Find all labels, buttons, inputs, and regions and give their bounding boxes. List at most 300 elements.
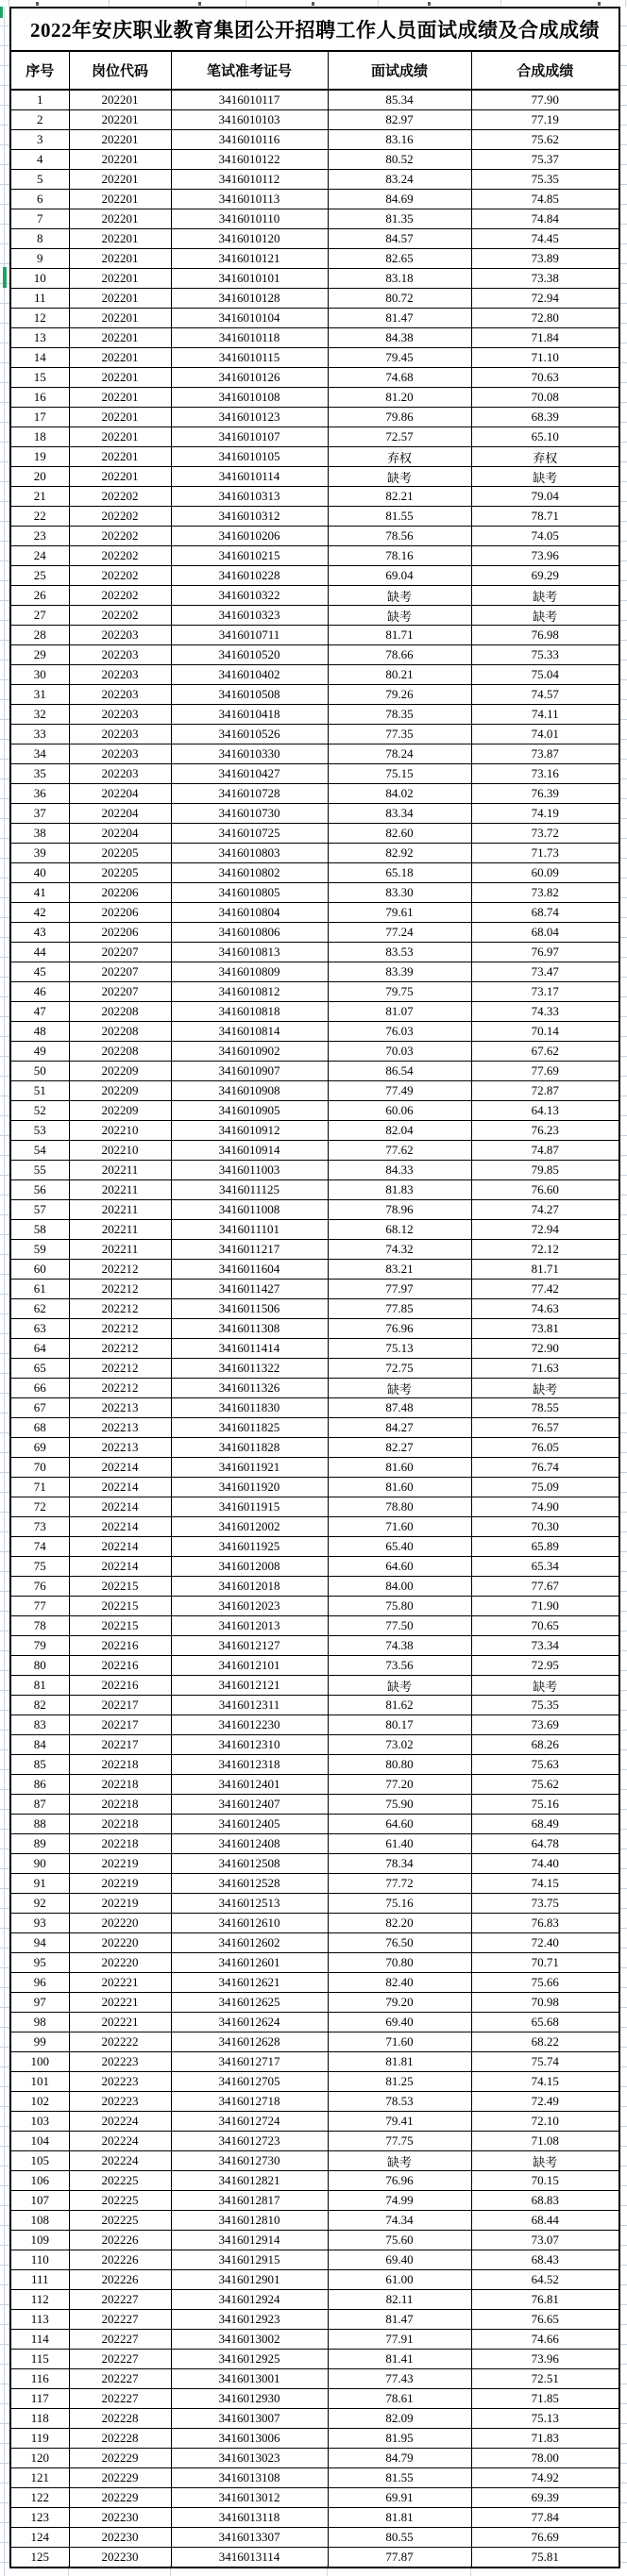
cell-position-code[interactable]: 202215 — [69, 1577, 171, 1597]
cell-seq[interactable]: 94 — [10, 1933, 69, 1953]
cell-interview-score[interactable]: 82.27 — [328, 1438, 471, 1458]
cell-position-code[interactable]: 202221 — [69, 1973, 171, 1993]
cell-seq[interactable]: 41 — [10, 883, 69, 903]
cell-ticket-number[interactable]: 3416010802 — [171, 863, 328, 883]
cell-seq[interactable]: 119 — [10, 2429, 69, 2449]
cell-position-code[interactable]: 202203 — [69, 764, 171, 784]
cell-interview-score[interactable]: 78.61 — [328, 2389, 471, 2409]
cell-interview-score[interactable]: 缺考 — [328, 1676, 471, 1696]
cell-interview-score[interactable]: 81.83 — [328, 1180, 471, 1200]
cell-composite-score[interactable]: 72.80 — [471, 309, 619, 328]
cell-interview-score[interactable]: 77.97 — [328, 1280, 471, 1299]
cell-composite-score[interactable]: 64.52 — [471, 2270, 619, 2290]
cell-position-code[interactable]: 202201 — [69, 190, 171, 209]
cell-ticket-number[interactable]: 3416010728 — [171, 784, 328, 804]
cell-interview-score[interactable]: 81.07 — [328, 1002, 471, 1022]
cell-seq[interactable]: 39 — [10, 844, 69, 863]
cell-interview-score[interactable]: 75.16 — [328, 1894, 471, 1914]
cell-ticket-number[interactable]: 3416010123 — [171, 408, 328, 427]
cell-interview-score[interactable]: 82.65 — [328, 249, 471, 269]
cell-interview-score[interactable]: 82.21 — [328, 487, 471, 507]
cell-composite-score[interactable]: 74.40 — [471, 1854, 619, 1874]
cell-seq[interactable]: 61 — [10, 1280, 69, 1299]
cell-seq[interactable]: 115 — [10, 2350, 69, 2369]
cell-position-code[interactable]: 202202 — [69, 606, 171, 626]
cell-ticket-number[interactable]: 3416010117 — [171, 90, 328, 110]
cell-composite-score[interactable]: 75.81 — [471, 2548, 619, 2568]
cell-composite-score[interactable]: 70.71 — [471, 1953, 619, 1973]
cell-ticket-number[interactable]: 3416010402 — [171, 665, 328, 685]
cell-interview-score[interactable]: 83.24 — [328, 170, 471, 190]
cell-position-code[interactable]: 202207 — [69, 943, 171, 962]
cell-position-code[interactable]: 202201 — [69, 209, 171, 229]
cell-interview-score[interactable]: 83.53 — [328, 943, 471, 962]
cell-ticket-number[interactable]: 3416011427 — [171, 1280, 328, 1299]
cell-composite-score[interactable]: 68.04 — [471, 923, 619, 943]
cell-composite-score[interactable]: 76.74 — [471, 1458, 619, 1478]
cell-position-code[interactable]: 202201 — [69, 388, 171, 408]
cell-composite-score[interactable]: 75.13 — [471, 2409, 619, 2429]
cell-seq[interactable]: 9 — [10, 249, 69, 269]
cell-position-code[interactable]: 202214 — [69, 1497, 171, 1517]
cell-interview-score[interactable]: 83.34 — [328, 804, 471, 824]
cell-position-code[interactable]: 202212 — [69, 1280, 171, 1299]
cell-ticket-number[interactable]: 3416010725 — [171, 824, 328, 844]
cell-composite-score[interactable]: 75.35 — [471, 1696, 619, 1715]
cell-ticket-number[interactable]: 3416012018 — [171, 1577, 328, 1597]
cell-composite-score[interactable]: 69.29 — [471, 566, 619, 586]
cell-seq[interactable]: 67 — [10, 1398, 69, 1418]
cell-position-code[interactable]: 202218 — [69, 1755, 171, 1775]
cell-composite-score[interactable]: 75.66 — [471, 1973, 619, 1993]
cell-position-code[interactable]: 202201 — [69, 150, 171, 170]
cell-seq[interactable]: 20 — [10, 467, 69, 487]
cell-composite-score[interactable]: 75.33 — [471, 645, 619, 665]
cell-seq[interactable]: 84 — [10, 1735, 69, 1755]
cell-interview-score[interactable]: 83.30 — [328, 883, 471, 903]
cell-interview-score[interactable]: 81.41 — [328, 2350, 471, 2369]
cell-ticket-number[interactable]: 3416010118 — [171, 328, 328, 348]
cell-interview-score[interactable]: 64.60 — [328, 1815, 471, 1834]
cell-interview-score[interactable]: 缺考 — [328, 1379, 471, 1398]
cell-ticket-number[interactable]: 3416010711 — [171, 626, 328, 645]
cell-ticket-number[interactable]: 3416010128 — [171, 289, 328, 309]
cell-composite-score[interactable]: 78.00 — [471, 2449, 619, 2468]
cell-composite-score[interactable]: 74.45 — [471, 229, 619, 249]
cell-composite-score[interactable]: 76.60 — [471, 1180, 619, 1200]
cell-seq[interactable]: 44 — [10, 943, 69, 962]
cell-seq[interactable]: 93 — [10, 1914, 69, 1933]
cell-position-code[interactable]: 202211 — [69, 1220, 171, 1240]
cell-position-code[interactable]: 202216 — [69, 1636, 171, 1656]
cell-interview-score[interactable]: 83.18 — [328, 269, 471, 289]
cell-composite-score[interactable]: 75.62 — [471, 1775, 619, 1795]
cell-seq[interactable]: 74 — [10, 1537, 69, 1557]
cell-position-code[interactable]: 202209 — [69, 1101, 171, 1121]
cell-seq[interactable]: 79 — [10, 1636, 69, 1656]
column-header-position-code[interactable]: 岗位代码 — [69, 51, 171, 90]
cell-position-code[interactable]: 202212 — [69, 1319, 171, 1339]
cell-position-code[interactable]: 202203 — [69, 685, 171, 705]
cell-position-code[interactable]: 202222 — [69, 2032, 171, 2052]
cell-composite-score[interactable]: 73.07 — [471, 2231, 619, 2250]
cell-position-code[interactable]: 202201 — [69, 467, 171, 487]
cell-seq[interactable]: 50 — [10, 1062, 69, 1081]
cell-seq[interactable]: 107 — [10, 2191, 69, 2211]
cell-position-code[interactable]: 202213 — [69, 1398, 171, 1418]
cell-position-code[interactable]: 202213 — [69, 1438, 171, 1458]
cell-interview-score[interactable]: 弃权 — [328, 447, 471, 467]
cell-ticket-number[interactable]: 3416012901 — [171, 2270, 328, 2290]
cell-ticket-number[interactable]: 3416012513 — [171, 1894, 328, 1914]
cell-ticket-number[interactable]: 3416012407 — [171, 1795, 328, 1815]
cell-position-code[interactable]: 202220 — [69, 1933, 171, 1953]
cell-interview-score[interactable]: 76.96 — [328, 1319, 471, 1339]
cell-position-code[interactable]: 202212 — [69, 1359, 171, 1379]
cell-composite-score[interactable]: 76.39 — [471, 784, 619, 804]
cell-position-code[interactable]: 202204 — [69, 804, 171, 824]
cell-interview-score[interactable]: 81.47 — [328, 2310, 471, 2330]
cell-interview-score[interactable]: 77.24 — [328, 923, 471, 943]
cell-seq[interactable]: 58 — [10, 1220, 69, 1240]
cell-interview-score[interactable]: 75.90 — [328, 1795, 471, 1815]
cell-position-code[interactable]: 202211 — [69, 1200, 171, 1220]
cell-composite-score[interactable]: 75.62 — [471, 130, 619, 150]
cell-composite-score[interactable]: 68.74 — [471, 903, 619, 923]
cell-composite-score[interactable]: 72.90 — [471, 1339, 619, 1359]
cell-ticket-number[interactable]: 3416011322 — [171, 1359, 328, 1379]
cell-seq[interactable]: 17 — [10, 408, 69, 427]
cell-position-code[interactable]: 202201 — [69, 90, 171, 110]
cell-composite-score[interactable]: 72.49 — [471, 2092, 619, 2112]
cell-interview-score[interactable]: 82.97 — [328, 110, 471, 130]
cell-composite-score[interactable]: 70.15 — [471, 2171, 619, 2191]
cell-composite-score[interactable]: 75.09 — [471, 1478, 619, 1497]
cell-ticket-number[interactable]: 3416012405 — [171, 1815, 328, 1834]
cell-composite-score[interactable]: 71.85 — [471, 2389, 619, 2409]
cell-interview-score[interactable]: 72.57 — [328, 427, 471, 447]
cell-ticket-number[interactable]: 3416010122 — [171, 150, 328, 170]
cell-seq[interactable]: 19 — [10, 447, 69, 467]
cell-seq[interactable]: 52 — [10, 1101, 69, 1121]
cell-composite-score[interactable]: 70.08 — [471, 388, 619, 408]
cell-interview-score[interactable]: 82.09 — [328, 2409, 471, 2429]
cell-composite-score[interactable]: 弃权 — [471, 447, 619, 467]
cell-ticket-number[interactable]: 3416012717 — [171, 2052, 328, 2072]
cell-position-code[interactable]: 202203 — [69, 725, 171, 744]
cell-interview-score[interactable]: 71.60 — [328, 1517, 471, 1537]
cell-position-code[interactable]: 202220 — [69, 1953, 171, 1973]
cell-seq[interactable]: 68 — [10, 1418, 69, 1438]
cell-seq[interactable]: 89 — [10, 1834, 69, 1854]
cell-position-code[interactable]: 202215 — [69, 1597, 171, 1616]
cell-seq[interactable]: 57 — [10, 1200, 69, 1220]
cell-position-code[interactable]: 202219 — [69, 1894, 171, 1914]
cell-composite-score[interactable]: 74.01 — [471, 725, 619, 744]
cell-seq[interactable]: 35 — [10, 764, 69, 784]
cell-composite-score[interactable]: 74.85 — [471, 190, 619, 209]
cell-ticket-number[interactable]: 3416012121 — [171, 1676, 328, 1696]
cell-interview-score[interactable]: 77.35 — [328, 725, 471, 744]
cell-position-code[interactable]: 202214 — [69, 1557, 171, 1577]
cell-position-code[interactable]: 202208 — [69, 1042, 171, 1062]
cell-composite-score[interactable]: 74.87 — [471, 1141, 619, 1161]
cell-interview-score[interactable]: 65.40 — [328, 1537, 471, 1557]
cell-position-code[interactable]: 202220 — [69, 1914, 171, 1933]
cell-seq[interactable]: 99 — [10, 2032, 69, 2052]
cell-position-code[interactable]: 202217 — [69, 1696, 171, 1715]
cell-ticket-number[interactable]: 3416012705 — [171, 2072, 328, 2092]
cell-position-code[interactable]: 202204 — [69, 784, 171, 804]
cell-interview-score[interactable]: 78.66 — [328, 645, 471, 665]
cell-ticket-number[interactable]: 3416011915 — [171, 1497, 328, 1517]
cell-seq[interactable]: 36 — [10, 784, 69, 804]
cell-interview-score[interactable]: 69.40 — [328, 2250, 471, 2270]
cell-composite-score[interactable]: 68.43 — [471, 2250, 619, 2270]
cell-seq[interactable]: 63 — [10, 1319, 69, 1339]
cell-ticket-number[interactable]: 3416010803 — [171, 844, 328, 863]
cell-position-code[interactable]: 202214 — [69, 1517, 171, 1537]
cell-ticket-number[interactable]: 3416010313 — [171, 487, 328, 507]
cell-ticket-number[interactable]: 3416013307 — [171, 2528, 328, 2548]
cell-interview-score[interactable]: 81.20 — [328, 388, 471, 408]
cell-ticket-number[interactable]: 3416013108 — [171, 2468, 328, 2488]
cell-composite-score[interactable]: 77.19 — [471, 110, 619, 130]
cell-composite-score[interactable]: 74.05 — [471, 527, 619, 546]
cell-seq[interactable]: 120 — [10, 2449, 69, 2468]
cell-seq[interactable]: 102 — [10, 2092, 69, 2112]
cell-position-code[interactable]: 202218 — [69, 1795, 171, 1815]
cell-position-code[interactable]: 202221 — [69, 1993, 171, 2013]
cell-seq[interactable]: 32 — [10, 705, 69, 725]
cell-position-code[interactable]: 202214 — [69, 1537, 171, 1557]
cell-composite-score[interactable]: 76.98 — [471, 626, 619, 645]
cell-position-code[interactable]: 202203 — [69, 626, 171, 645]
cell-seq[interactable]: 88 — [10, 1815, 69, 1834]
cell-seq[interactable]: 118 — [10, 2409, 69, 2429]
cell-composite-score[interactable]: 75.37 — [471, 150, 619, 170]
cell-interview-score[interactable]: 71.60 — [328, 2032, 471, 2052]
cell-composite-score[interactable]: 73.96 — [471, 546, 619, 566]
cell-seq[interactable]: 34 — [10, 744, 69, 764]
cell-composite-score[interactable]: 68.44 — [471, 2211, 619, 2231]
cell-ticket-number[interactable]: 3416011825 — [171, 1418, 328, 1438]
cell-interview-score[interactable]: 81.71 — [328, 626, 471, 645]
cell-position-code[interactable]: 202226 — [69, 2250, 171, 2270]
cell-position-code[interactable]: 202230 — [69, 2548, 171, 2568]
cell-position-code[interactable]: 202201 — [69, 309, 171, 328]
cell-position-code[interactable]: 202202 — [69, 586, 171, 606]
cell-ticket-number[interactable]: 3416011830 — [171, 1398, 328, 1418]
cell-ticket-number[interactable]: 3416013118 — [171, 2508, 328, 2528]
cell-seq[interactable]: 96 — [10, 1973, 69, 1993]
cell-seq[interactable]: 46 — [10, 982, 69, 1002]
cell-composite-score[interactable]: 70.63 — [471, 368, 619, 388]
cell-ticket-number[interactable]: 3416012821 — [171, 2171, 328, 2191]
cell-ticket-number[interactable]: 3416013007 — [171, 2409, 328, 2429]
cell-composite-score[interactable]: 73.34 — [471, 1636, 619, 1656]
cell-interview-score[interactable]: 87.48 — [328, 1398, 471, 1418]
cell-ticket-number[interactable]: 3416012002 — [171, 1517, 328, 1537]
cell-interview-score[interactable]: 81.81 — [328, 2508, 471, 2528]
cell-interview-score[interactable]: 82.40 — [328, 1973, 471, 1993]
cell-seq[interactable]: 28 — [10, 626, 69, 645]
cell-ticket-number[interactable]: 3416012723 — [171, 2132, 328, 2151]
cell-interview-score[interactable]: 79.45 — [328, 348, 471, 368]
cell-position-code[interactable]: 202201 — [69, 408, 171, 427]
cell-position-code[interactable]: 202201 — [69, 348, 171, 368]
cell-ticket-number[interactable]: 3416012625 — [171, 1993, 328, 2013]
cell-composite-score[interactable]: 76.97 — [471, 943, 619, 962]
column-header-seq[interactable]: 序号 — [10, 51, 69, 90]
cell-seq[interactable]: 2 — [10, 110, 69, 130]
cell-interview-score[interactable]: 77.85 — [328, 1299, 471, 1319]
cell-ticket-number[interactable]: 3416010520 — [171, 645, 328, 665]
cell-seq[interactable]: 85 — [10, 1755, 69, 1775]
cell-composite-score[interactable]: 73.82 — [471, 883, 619, 903]
cell-ticket-number[interactable]: 3416010914 — [171, 1141, 328, 1161]
cell-composite-score[interactable]: 79.04 — [471, 487, 619, 507]
cell-position-code[interactable]: 202206 — [69, 883, 171, 903]
cell-interview-score[interactable]: 81.47 — [328, 309, 471, 328]
cell-composite-score[interactable]: 72.87 — [471, 1081, 619, 1101]
cell-interview-score[interactable]: 77.87 — [328, 2548, 471, 2568]
cell-position-code[interactable]: 202225 — [69, 2211, 171, 2231]
cell-position-code[interactable]: 202218 — [69, 1815, 171, 1834]
cell-interview-score[interactable]: 81.55 — [328, 507, 471, 527]
cell-seq[interactable]: 112 — [10, 2290, 69, 2310]
cell-composite-score[interactable]: 72.51 — [471, 2369, 619, 2389]
cell-ticket-number[interactable]: 3416012023 — [171, 1597, 328, 1616]
cell-interview-score[interactable]: 77.20 — [328, 1775, 471, 1795]
cell-composite-score[interactable]: 81.71 — [471, 1260, 619, 1280]
cell-position-code[interactable]: 202227 — [69, 2290, 171, 2310]
cell-composite-score[interactable]: 74.90 — [471, 1497, 619, 1517]
cell-interview-score[interactable]: 82.20 — [328, 1914, 471, 1933]
cell-seq[interactable]: 108 — [10, 2211, 69, 2231]
cell-interview-score[interactable]: 82.04 — [328, 1121, 471, 1141]
cell-position-code[interactable]: 202210 — [69, 1121, 171, 1141]
cell-interview-score[interactable]: 81.95 — [328, 2429, 471, 2449]
cell-ticket-number[interactable]: 3416011003 — [171, 1161, 328, 1180]
cell-ticket-number[interactable]: 3416010121 — [171, 249, 328, 269]
cell-ticket-number[interactable]: 3416012601 — [171, 1953, 328, 1973]
cell-position-code[interactable]: 202215 — [69, 1616, 171, 1636]
cell-seq[interactable]: 109 — [10, 2231, 69, 2250]
cell-ticket-number[interactable]: 3416012624 — [171, 2013, 328, 2032]
cell-interview-score[interactable]: 72.75 — [328, 1359, 471, 1379]
cell-seq[interactable]: 71 — [10, 1478, 69, 1497]
cell-position-code[interactable]: 202226 — [69, 2270, 171, 2290]
cell-composite-score[interactable]: 74.84 — [471, 209, 619, 229]
cell-ticket-number[interactable]: 3416012621 — [171, 1973, 328, 1993]
cell-position-code[interactable]: 202218 — [69, 1775, 171, 1795]
cell-seq[interactable]: 64 — [10, 1339, 69, 1359]
cell-seq[interactable]: 7 — [10, 209, 69, 229]
cell-position-code[interactable]: 202224 — [69, 2132, 171, 2151]
cell-ticket-number[interactable]: 3416011308 — [171, 1319, 328, 1339]
cell-position-code[interactable]: 202216 — [69, 1676, 171, 1696]
cell-seq[interactable]: 125 — [10, 2548, 69, 2568]
cell-composite-score[interactable]: 73.89 — [471, 249, 619, 269]
cell-position-code[interactable]: 202230 — [69, 2508, 171, 2528]
cell-interview-score[interactable]: 77.72 — [328, 1874, 471, 1894]
cell-seq[interactable]: 40 — [10, 863, 69, 883]
cell-interview-score[interactable]: 84.38 — [328, 328, 471, 348]
cell-composite-score[interactable]: 缺考 — [471, 586, 619, 606]
cell-composite-score[interactable]: 73.75 — [471, 1894, 619, 1914]
cell-interview-score[interactable]: 缺考 — [328, 467, 471, 487]
cell-position-code[interactable]: 202211 — [69, 1180, 171, 1200]
cell-ticket-number[interactable]: 3416010322 — [171, 586, 328, 606]
cell-position-code[interactable]: 202201 — [69, 269, 171, 289]
cell-seq[interactable]: 47 — [10, 1002, 69, 1022]
cell-interview-score[interactable]: 80.55 — [328, 2528, 471, 2548]
cell-seq[interactable]: 8 — [10, 229, 69, 249]
cell-interview-score[interactable]: 79.75 — [328, 982, 471, 1002]
cell-seq[interactable]: 30 — [10, 665, 69, 685]
cell-composite-score[interactable]: 77.69 — [471, 1062, 619, 1081]
cell-interview-score[interactable]: 缺考 — [328, 606, 471, 626]
cell-composite-score[interactable]: 78.55 — [471, 1398, 619, 1418]
cell-position-code[interactable]: 202227 — [69, 2310, 171, 2330]
cell-composite-score[interactable]: 75.04 — [471, 665, 619, 685]
cell-interview-score[interactable]: 81.81 — [328, 2052, 471, 2072]
cell-interview-score[interactable]: 70.80 — [328, 1953, 471, 1973]
cell-seq[interactable]: 6 — [10, 190, 69, 209]
cell-seq[interactable]: 72 — [10, 1497, 69, 1517]
cell-composite-score[interactable]: 74.27 — [471, 1200, 619, 1220]
cell-interview-score[interactable]: 69.04 — [328, 566, 471, 586]
cell-seq[interactable]: 60 — [10, 1260, 69, 1280]
cell-interview-score[interactable]: 68.12 — [328, 1220, 471, 1240]
cell-interview-score[interactable]: 80.52 — [328, 150, 471, 170]
cell-ticket-number[interactable]: 3416013001 — [171, 2369, 328, 2389]
cell-interview-score[interactable]: 78.16 — [328, 546, 471, 566]
cell-interview-score[interactable]: 70.03 — [328, 1042, 471, 1062]
cell-seq[interactable]: 11 — [10, 289, 69, 309]
cell-position-code[interactable]: 202212 — [69, 1339, 171, 1359]
cell-position-code[interactable]: 202210 — [69, 1141, 171, 1161]
cell-seq[interactable]: 100 — [10, 2052, 69, 2072]
cell-ticket-number[interactable]: 3416011925 — [171, 1537, 328, 1557]
cell-composite-score[interactable]: 68.22 — [471, 2032, 619, 2052]
cell-composite-score[interactable]: 缺考 — [471, 1676, 619, 1696]
cell-ticket-number[interactable]: 3416012817 — [171, 2191, 328, 2211]
cell-composite-score[interactable]: 72.95 — [471, 1656, 619, 1676]
cell-seq[interactable]: 114 — [10, 2330, 69, 2350]
cell-composite-score[interactable]: 73.69 — [471, 1715, 619, 1735]
cell-position-code[interactable]: 202227 — [69, 2369, 171, 2389]
cell-position-code[interactable]: 202202 — [69, 487, 171, 507]
cell-position-code[interactable]: 202217 — [69, 1715, 171, 1735]
cell-composite-score[interactable]: 78.71 — [471, 507, 619, 527]
cell-interview-score[interactable]: 84.02 — [328, 784, 471, 804]
cell-composite-score[interactable]: 77.90 — [471, 90, 619, 110]
cell-ticket-number[interactable]: 3416012408 — [171, 1834, 328, 1854]
cell-ticket-number[interactable]: 3416010508 — [171, 685, 328, 705]
cell-seq[interactable]: 92 — [10, 1894, 69, 1914]
cell-seq[interactable]: 53 — [10, 1121, 69, 1141]
cell-ticket-number[interactable]: 3416010804 — [171, 903, 328, 923]
column-header-composite-score[interactable]: 合成成绩 — [471, 51, 619, 90]
cell-interview-score[interactable]: 82.60 — [328, 824, 471, 844]
cell-composite-score[interactable]: 64.13 — [471, 1101, 619, 1121]
cell-ticket-number[interactable]: 3416010427 — [171, 764, 328, 784]
cell-interview-score[interactable]: 79.41 — [328, 2112, 471, 2132]
cell-interview-score[interactable]: 79.61 — [328, 903, 471, 923]
cell-interview-score[interactable]: 81.60 — [328, 1478, 471, 1497]
